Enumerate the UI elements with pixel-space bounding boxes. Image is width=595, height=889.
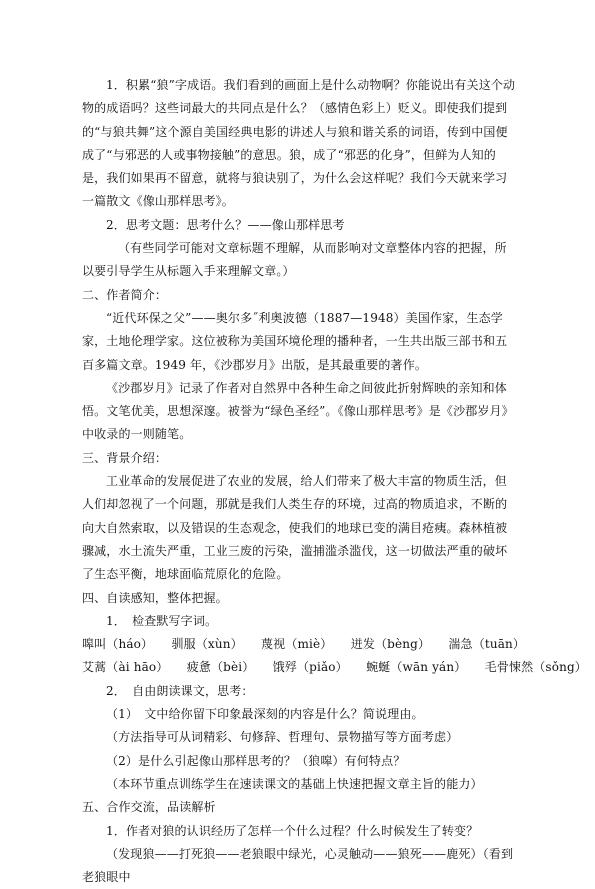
paragraph-reading-task: 2． 自由朗读课文，思考： — [106, 683, 254, 698]
question-one-guidance: （方法指导可从词精彩、句修辞、哲理句、景物描写等方面考虑） — [106, 730, 459, 745]
document-body — [82, 74, 587, 889]
vocabulary-row-one: 嗥叫（háo） 驯服（xùn） 蔑视（miè） 迸发（bèng） 湍急（tuān） — [82, 637, 526, 652]
question-two-guidance: （本环节重点训练学生在速读课文的基础上快速把握文章主旨的能力） — [106, 776, 483, 791]
section-cooperation-heading: 五、合作交流，品读解析 — [82, 800, 216, 815]
question-wolf-recognition: 1．作者对狼的认识经历了怎样一个什么过程？什么时候发生了转变？ — [106, 823, 479, 838]
vocabulary-row-two: 艾蒿（ài hāo） 疲惫（bèi） 饿殍（piǎo） 蜿蜒（wān yán） 毛骨悚然（sǒng） — [82, 660, 587, 675]
paragraph-title-thinking: 2．思考文题：思考什么？——像山那样思考 — [106, 217, 345, 232]
paragraph-background: 工业革命的发展促进了农业的发展，给人们带来了极大丰富的物质生活，但人们却忽视了一个问题，那就是我们人类生存的环境，过高的物质追求，不断的向大自然索取，以及错误的生态观念，使我们的地球已变的满目疮痍。森林植被骤减，水土流失严重，工业三废的污染，滥捕滥杀滥伐，这一切做法严重的破坏了生态平衡，地球面临荒原化的危险。 — [82, 474, 508, 582]
paragraph-book-intro: 《沙郡岁月》记录了作者对自然界中各种生命之间彼此折射辉映的亲知和体悟。文笔优美，思想深邃。被誉为“绿色圣经”。《像山那样思考》是《沙郡岁月》中收录的一则随笔。 — [82, 380, 514, 442]
section-reading-heading: 四、自读感知，整体把握。 — [82, 590, 228, 605]
answer-wolf-recognition: （发现狼——打死狼——老狼眼中绿光，心灵触动——狼死——鹿死）（看到老狼眼中 — [82, 846, 514, 885]
question-one: （1） 文中给你留下印象最深刻的内容是什么？简说理由。 — [106, 707, 424, 722]
paragraph-dictation-task: 1． 检查默写字词。 — [106, 613, 218, 628]
paragraph-idiom-intro: 1．积累“狼”字成语。我们看到的画面上是什么动物啊？你能说出有关这个动物的成语吗？这些词最大的共同点是什么？（感情色彩上）贬义。即使我们提到的“与狼共舞”这个源自美国经典电影的讲述人与狼和谐关系的词语，传到中国便成了“与邪恶的人或事物接触”的意思。狼，成了“邪恶的化身”，但鲜为人知的是，我们如果再不留意，就将与狼诀别了，为什么会这样呢？我们今天就来学习一篇散文《像山那样思考》。 — [82, 78, 516, 209]
paragraph-title-guidance: （有些同学可能对文章标题不理解，从而影响对文章整体内容的把握，所以要引导学生从标题入手来理解文章。） — [82, 241, 507, 279]
paragraph-author-intro: “近代环保之父”——奥尔多˝利奥波德（1887—1948）美国作家，生态学家，土地伦理学家。这位被称为美国环境伦理的播种者，一生共出版三部书和五百多篇文章。1949 年，《沙郡岁月》出版，是其最重要的著作。 — [82, 310, 508, 372]
section-background-heading: 三、背景介绍： — [82, 450, 168, 465]
section-author-heading: 二、作者简介： — [82, 287, 168, 302]
question-two: （2）是什么引起像山那样思考的？（狼嗥）有何特点？ — [106, 753, 406, 768]
